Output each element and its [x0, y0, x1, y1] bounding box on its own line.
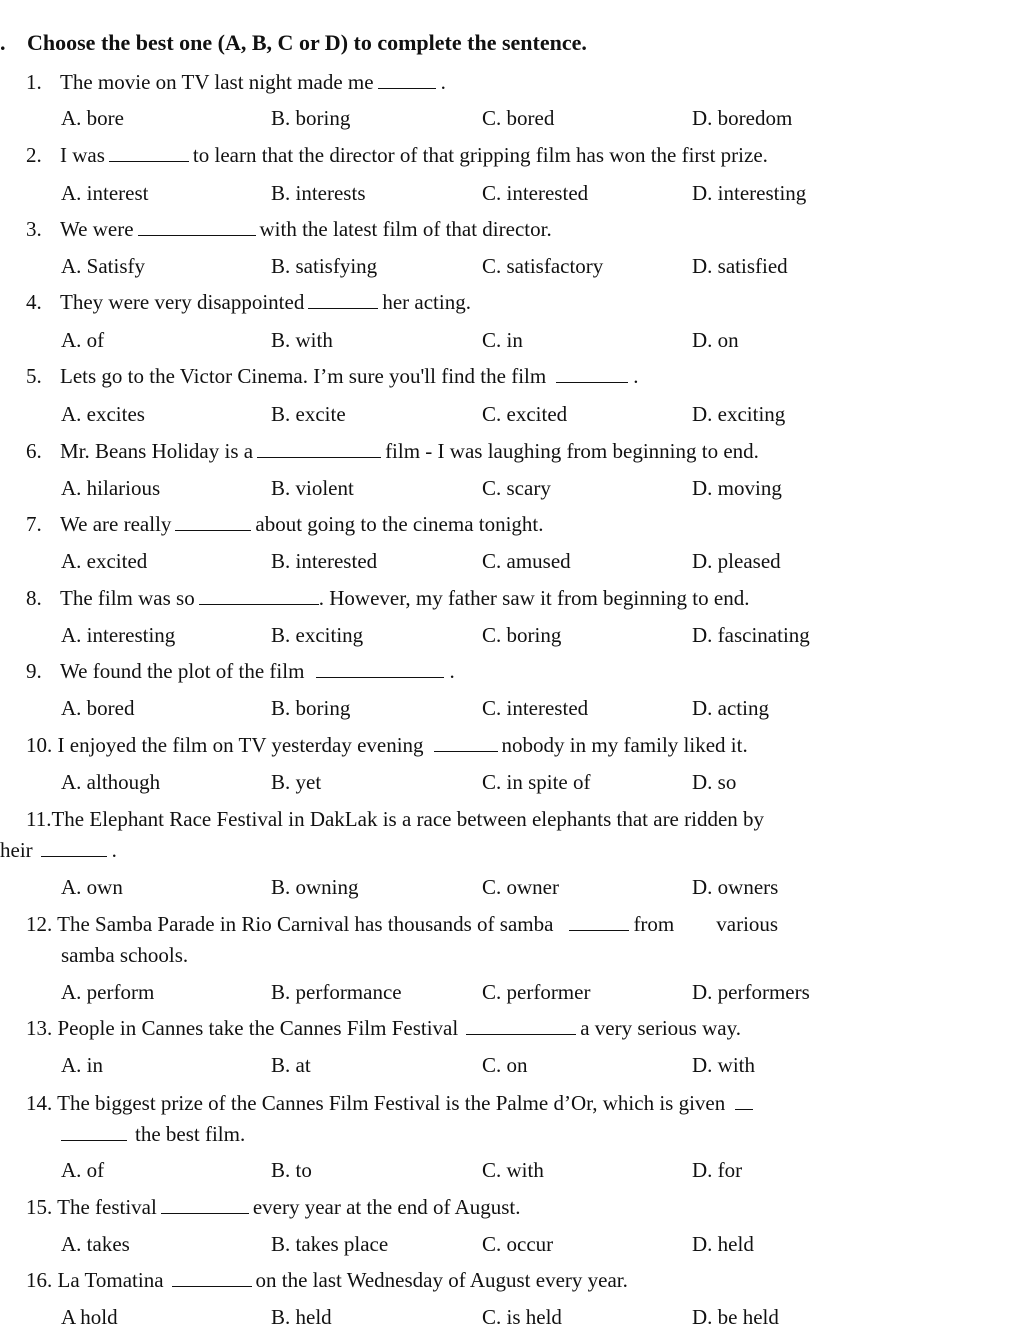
question-5 — [26, 362, 638, 390]
question-12 — [26, 910, 779, 967]
option-a[interactable]: A. Satisfy — [61, 254, 145, 278]
question-number: 12. — [26, 912, 53, 936]
options-row-2 — [0, 179, 1024, 207]
option-a[interactable]: A. interesting — [61, 623, 176, 647]
option-a[interactable]: A. takes — [61, 1232, 130, 1256]
question-number: 14. — [26, 1091, 53, 1115]
question-text: We are really — [60, 512, 172, 536]
option-a[interactable]: A. excites — [61, 402, 145, 426]
option-d[interactable]: D. owners — [692, 875, 779, 899]
question-text: Lets go to the Victor Cinema. I’m sure you'll find the film — [60, 364, 547, 388]
options-row-9 — [0, 694, 1024, 722]
answer-blank — [41, 838, 107, 857]
options-row-1 — [0, 104, 1024, 132]
question-text-line2: heir — [0, 838, 33, 862]
options-row-10 — [0, 768, 1024, 796]
option-d[interactable]: D. with — [692, 1053, 755, 1077]
question-end: . — [440, 70, 446, 94]
option-a[interactable]: A. in — [61, 1053, 103, 1077]
question-text: We were — [60, 217, 134, 241]
heading-instruction: Choose the best one (A, B, C or D) to complete the sentence. — [27, 30, 587, 55]
answer-blank — [175, 512, 251, 531]
answer-blank — [556, 364, 628, 383]
question-number: 10. — [26, 733, 53, 757]
question-text: Mr. Beans Holiday is a — [60, 439, 254, 463]
option-b[interactable]: B. owning — [271, 875, 359, 899]
question-number: 11. — [26, 807, 52, 831]
option-c[interactable]: C. boring — [482, 623, 562, 647]
option-a[interactable]: A. of — [61, 328, 105, 352]
options-row-16 — [0, 1303, 1024, 1331]
question-10 — [26, 731, 748, 759]
question-text-after: film - I was laughing from beginning to end. — [385, 439, 759, 463]
question-text-after: every year at the end of August. — [252, 1195, 521, 1219]
option-c[interactable]: C. owner — [482, 875, 559, 899]
option-d[interactable]: D. held — [692, 1232, 754, 1256]
option-c[interactable]: C. bored — [482, 106, 555, 130]
answer-blank — [172, 1268, 252, 1287]
option-d[interactable]: D. exciting — [692, 402, 786, 426]
option-a[interactable]: A. perform — [61, 980, 155, 1004]
option-a[interactable]: A. bored — [61, 696, 135, 720]
option-c[interactable]: C. performer — [482, 980, 591, 1004]
option-a[interactable]: A. own — [61, 875, 123, 899]
question-number: 16. — [26, 1268, 53, 1292]
answer-blank — [61, 1122, 127, 1141]
question-text-after: on the last Wednesday of August every year. — [255, 1268, 628, 1292]
question-16 — [26, 1266, 628, 1294]
answer-blank — [434, 733, 498, 752]
question-8 — [26, 584, 749, 612]
option-a[interactable]: A. excited — [61, 549, 148, 573]
options-row-7 — [0, 547, 1024, 575]
question-text: La Tomatina — [57, 1268, 164, 1292]
option-d[interactable]: D. so — [692, 770, 737, 794]
answer-blank — [161, 1195, 249, 1214]
question-number: 13. — [26, 1016, 53, 1040]
option-d[interactable]: D. fascinating — [692, 623, 810, 647]
options-row-8 — [0, 621, 1024, 649]
question-15 — [26, 1193, 521, 1221]
option-b[interactable]: B. with — [271, 328, 333, 352]
option-b[interactable]: B. at — [271, 1053, 311, 1077]
question-text-after: with the latest film of that director. — [259, 217, 552, 241]
option-d[interactable]: D. on — [692, 328, 739, 352]
options-row-13 — [0, 1051, 1024, 1079]
question-text-line2: the best film. — [135, 1122, 246, 1146]
option-d[interactable]: D. acting — [692, 696, 769, 720]
question-end: . — [449, 659, 455, 683]
question-text: The biggest prize of the Cannes Film Festival is the Palme d’Or, which is given — [57, 1091, 726, 1115]
options-row-3 — [0, 252, 1024, 280]
options-row-15 — [0, 1230, 1024, 1258]
option-a[interactable]: A. hilarious — [61, 476, 161, 500]
question-text: I enjoyed the film on TV yesterday evening — [57, 733, 424, 757]
question-text-after: her acting. — [382, 290, 471, 314]
question-4 — [26, 288, 471, 316]
option-c[interactable]: C. scary — [482, 476, 551, 500]
question-text: The film was so — [60, 586, 195, 610]
question-text-after: to learn that the director of that gripping film has won the first prize. — [192, 143, 768, 167]
option-d[interactable]: D. boredom — [692, 106, 793, 130]
question-continuation — [61, 1120, 245, 1148]
option-a[interactable]: A. of — [61, 1158, 105, 1182]
answer-blank — [466, 1016, 576, 1035]
option-c[interactable]: C. in — [482, 328, 523, 352]
option-b[interactable]: B. exciting — [271, 623, 364, 647]
question-7 — [26, 510, 544, 538]
option-b[interactable]: B. yet — [271, 770, 322, 794]
option-c[interactable]: C. on — [482, 1053, 528, 1077]
option-a[interactable]: A hold — [61, 1305, 118, 1329]
option-c[interactable]: C. is held — [482, 1305, 562, 1329]
question-number: 9. — [26, 659, 42, 683]
options-row-5 — [0, 400, 1024, 428]
question-3 — [26, 215, 552, 243]
question-9 — [26, 657, 455, 685]
question-text-after: nobody in my family liked it. — [501, 733, 748, 757]
question-6 — [26, 437, 759, 465]
heading-bullet: . — [0, 30, 6, 55]
option-c[interactable]: C. interested — [482, 696, 589, 720]
option-b[interactable]: B. takes place — [271, 1232, 389, 1256]
option-c[interactable]: C. amused — [482, 549, 571, 573]
option-d[interactable]: D. be held — [692, 1305, 779, 1329]
answer-blank — [735, 1091, 753, 1110]
question-text-line2: samba schools. — [61, 943, 189, 967]
option-b[interactable]: B. interests — [271, 181, 366, 205]
question-11 — [0, 805, 765, 862]
question-end: . — [633, 364, 639, 388]
option-a[interactable]: A. bore — [61, 106, 124, 130]
option-d[interactable]: D. performers — [692, 980, 810, 1004]
options-row-14 — [0, 1156, 1024, 1184]
answer-blank — [257, 439, 381, 458]
question-text: The movie on TV last night made me — [60, 70, 374, 94]
option-d[interactable]: D. satisfied — [692, 254, 788, 278]
question-number: 1. — [26, 70, 42, 94]
question-14 — [26, 1089, 755, 1146]
option-b[interactable]: B. violent — [271, 476, 354, 500]
question-number: 8. — [26, 586, 42, 610]
question-text: The festival — [57, 1195, 157, 1219]
option-b[interactable]: B. boring — [271, 106, 351, 130]
option-d[interactable]: D. for — [692, 1158, 743, 1182]
options-row-12 — [0, 978, 1024, 1006]
question-text-after: a very serious way. — [580, 1016, 741, 1040]
question-text: We found the plot of the film — [60, 659, 305, 683]
question-end: . — [111, 838, 117, 862]
answer-blank — [199, 586, 319, 605]
option-d[interactable]: D. interesting — [692, 181, 807, 205]
option-c[interactable]: C. with — [482, 1158, 544, 1182]
question-text-after: . However, my father saw it from beginning to end. — [318, 586, 750, 610]
option-d[interactable]: D. moving — [692, 476, 782, 500]
option-b[interactable]: B. boring — [271, 696, 351, 720]
answer-blank — [316, 659, 444, 678]
question-number: 4. — [26, 290, 42, 314]
question-number: 3. — [26, 217, 42, 241]
option-c[interactable]: C. in spite of — [482, 770, 591, 794]
question-number: 7. — [26, 512, 42, 536]
option-b[interactable]: B. interested — [271, 549, 378, 573]
option-b[interactable]: B. held — [271, 1305, 332, 1329]
question-number: 5. — [26, 364, 42, 388]
question-text: The Samba Parade in Rio Carnival has thousands of samba — [57, 912, 554, 936]
answer-blank — [109, 143, 189, 162]
question-continuation — [61, 941, 188, 969]
question-text: The Elephant Race Festival in DakLak is a race between elephants that are ridden by — [51, 807, 765, 831]
question-number: 6. — [26, 439, 42, 463]
option-d[interactable]: D. pleased — [692, 549, 781, 573]
option-b[interactable]: B. excite — [271, 402, 346, 426]
options-row-6 — [0, 474, 1024, 502]
option-b[interactable]: B. to — [271, 1158, 312, 1182]
option-c[interactable]: C. excited — [482, 402, 568, 426]
option-a[interactable]: A. interest — [61, 181, 149, 205]
option-c[interactable]: C. interested — [482, 181, 589, 205]
answer-blank — [308, 290, 378, 309]
question-number: 2. — [26, 143, 42, 167]
option-b[interactable]: B. satisfying — [271, 254, 378, 278]
options-row-11 — [0, 873, 1024, 901]
question-text: They were very disappointed — [60, 290, 305, 314]
question-text: I was — [60, 143, 105, 167]
options-row-4 — [0, 326, 1024, 354]
option-c[interactable]: C. satisfactory — [482, 254, 604, 278]
question-text-after: from various — [633, 912, 779, 936]
question-number: 15. — [26, 1195, 53, 1219]
question-2 — [26, 141, 768, 169]
answer-blank — [569, 912, 629, 931]
question-text-after: about going to the cinema tonight. — [255, 512, 544, 536]
option-b[interactable]: B. performance — [271, 980, 402, 1004]
answer-blank — [378, 70, 436, 89]
answer-blank — [138, 217, 256, 236]
question-continuation — [0, 836, 117, 864]
question-text: People in Cannes take the Cannes Film Festival — [57, 1016, 459, 1040]
question-13 — [26, 1014, 741, 1042]
option-a[interactable]: A. although — [61, 770, 161, 794]
option-c[interactable]: C. occur — [482, 1232, 554, 1256]
question-1 — [26, 68, 446, 96]
